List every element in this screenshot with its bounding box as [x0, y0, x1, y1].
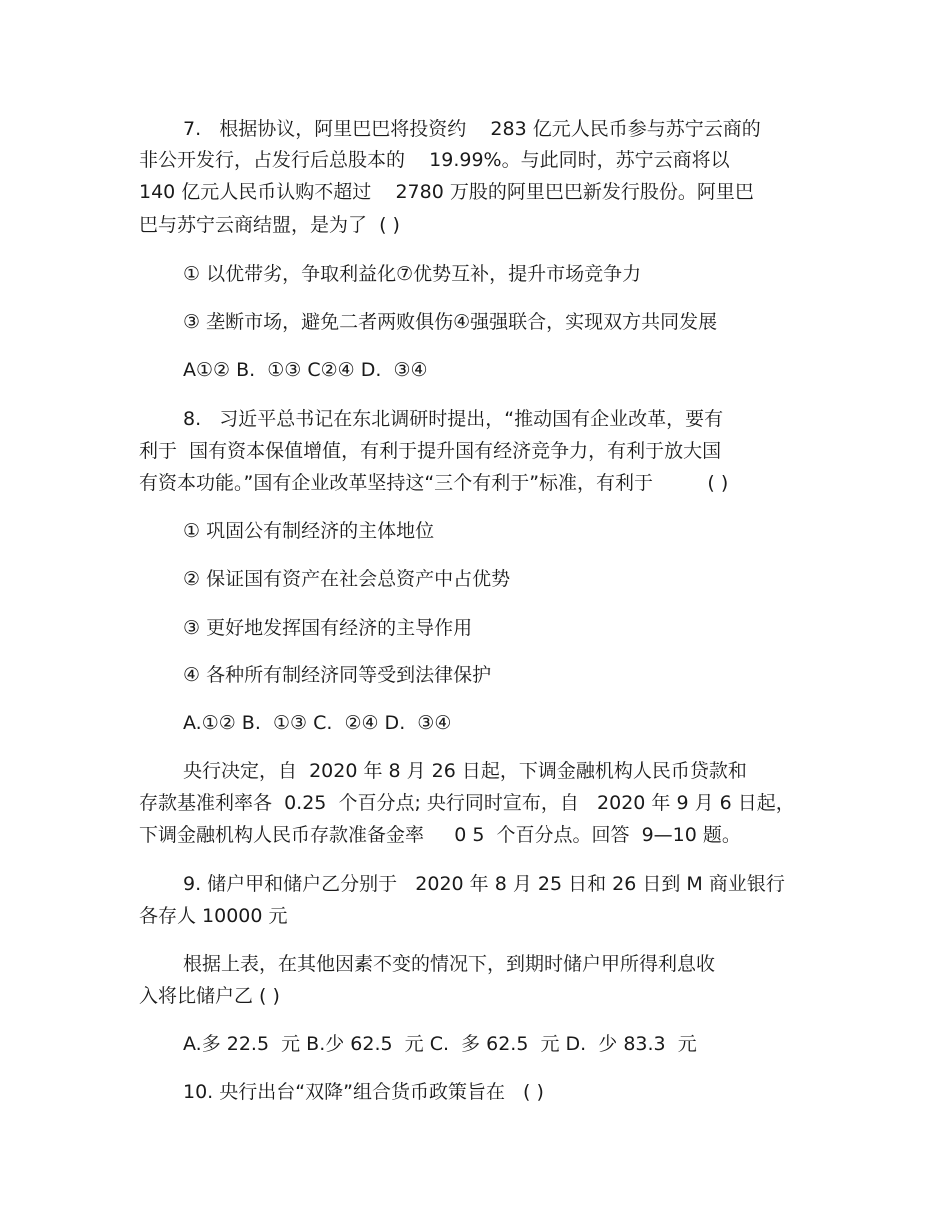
context-line-2: 存款基准利率各 0.25 个百分点; 央行同时宣布，自 2020 年 9 月 6 日起， — [139, 792, 795, 814]
q8-option-1: ① 巩固公有制经济的主体地位 — [183, 520, 435, 542]
q7-answers: A①② B. ①③ C②④ D. ③④ — [183, 359, 428, 381]
q7-line-2: 非公开发行，占发行后总股本的 19.99%。与此同时，苏宁云商将以 — [139, 149, 730, 171]
q7-line-1: 7. 根据协议，阿里巴巴将投资约 283 亿元人民币参与苏宁云商的 — [183, 118, 761, 140]
q9-line-1: 9. 储户甲和储户乙分别于 2020 年 8 月 25 日和 26 日到 M 商业银行 — [183, 873, 785, 895]
q7-line-4: 巴与苏宁云商结盟，是为了 ( ) — [139, 214, 400, 236]
q7-option-1: ① 以优带劣，争取利益化⑦优势互补，提升市场竞争力 — [183, 263, 642, 285]
q8-line-1: 8. 习近平总书记在东北调研时提出，“推动国有企业改革，要有 — [183, 408, 724, 430]
q8-option-4: ④ 各种所有制经济同等受到法律保护 — [183, 664, 492, 686]
q9-line-2: 各存人 10000 元 — [139, 905, 288, 927]
q8-option-3: ③ 更好地发挥国有经济的主导作用 — [183, 617, 473, 639]
q9-line-4: 入将比储户乙 ( ) — [139, 985, 280, 1007]
q8-line-2: 利于 国有资本保值增值，有利于提升国有经济竞争力，有利于放大国 — [139, 440, 722, 462]
q8-answers: A.①② B. ①③ C. ②④ D. ③④ — [183, 712, 452, 734]
q9-answers: A.多 22.5 元 B.少 62.5 元 C. 多 62.5 元 D. 少 83.3 元 — [183, 1033, 697, 1055]
q7-line-3: 140 亿元人民币认购不超过 2780 万股的阿里巴巴新发行股份。阿里巴 — [139, 181, 754, 203]
q7-option-2: ③ 垄断市场，避免二者两败俱伤④强强联合，实现双方共同发展 — [183, 311, 718, 333]
q10-line-1: 10. 央行出台“双降”组合货币政策旨在 ( ) — [183, 1081, 544, 1103]
q8-line-3: 有资本功能。”国有企业改革坚持这“三个有利于”标准，有利于 ( ) — [139, 472, 729, 494]
context-line-1: 央行决定，自 2020 年 8 月 26 日起，下调金融机构人民币贷款和 — [183, 760, 747, 782]
context-line-3: 下调金融机构人民币存款准备金率 0 5 个百分点。回答 9—10 题。 — [139, 824, 741, 846]
q8-option-2: ② 保证国有资产在社会总资产中占优势 — [183, 568, 511, 590]
q9-line-3: 根据上表，在其他因素不变的情况下，到期时储户甲所得利息收 — [183, 953, 716, 975]
